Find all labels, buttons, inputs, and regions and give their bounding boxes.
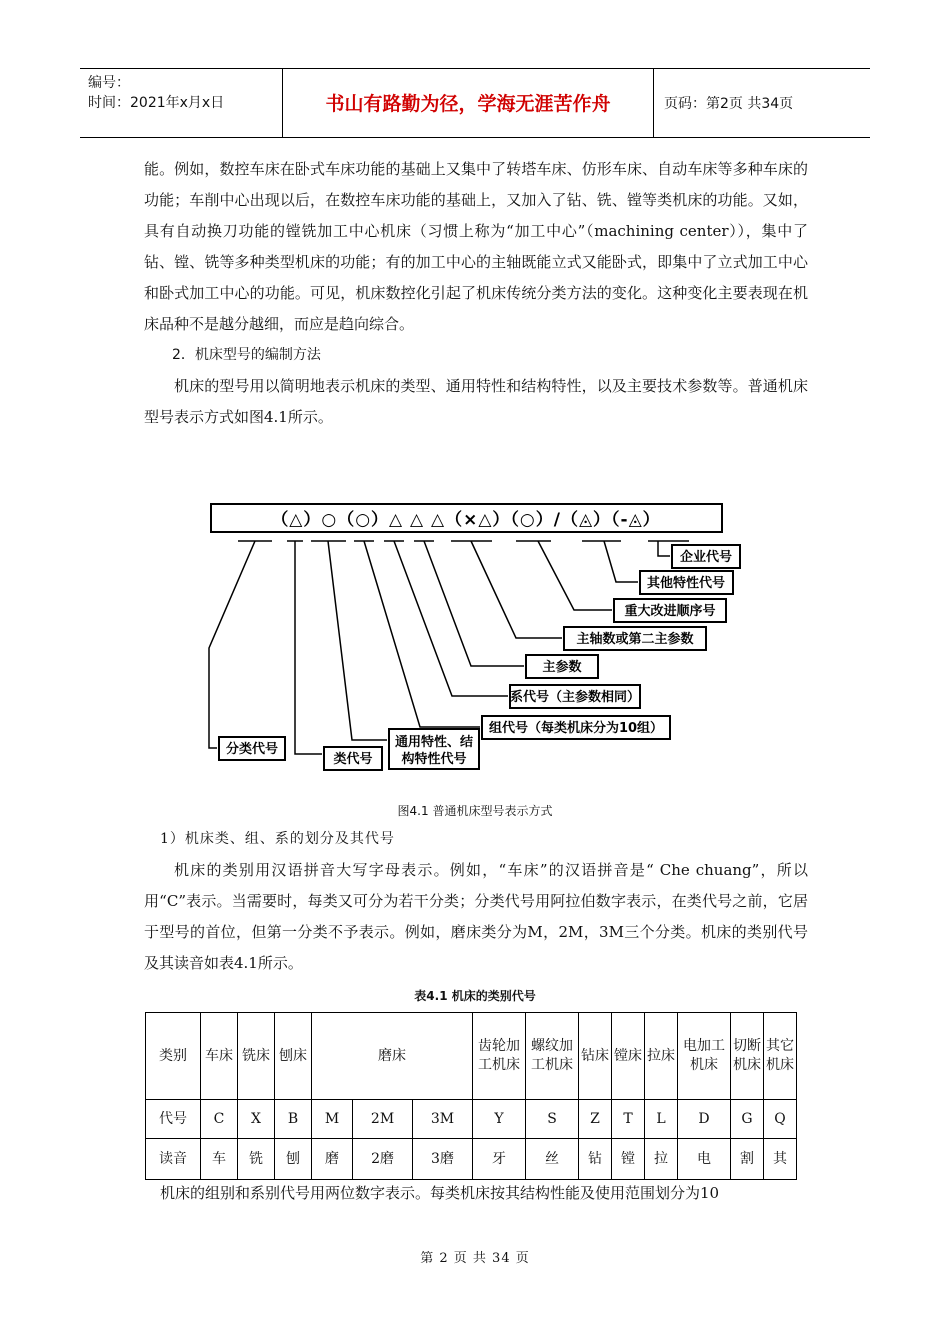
label-other-feature-code: 其他特性代号 xyxy=(646,576,726,591)
row-header: 读音 xyxy=(146,1139,201,1180)
table-cell: 钻床 xyxy=(579,1013,612,1100)
label-general-feature-1: 通用特性、结 xyxy=(394,735,474,750)
table-cell: C xyxy=(201,1100,238,1139)
label-enterprise-code: 企业代号 xyxy=(679,550,733,565)
label-subclass-code: 分类代号 xyxy=(225,742,279,757)
table-row xyxy=(146,1013,797,1100)
label-class-code: 类代号 xyxy=(333,752,373,767)
table-cell: 割 xyxy=(731,1139,764,1180)
row-header: 代号 xyxy=(146,1100,201,1139)
label-main-param: 主参数 xyxy=(542,660,582,675)
table-cell: Y xyxy=(473,1100,526,1139)
table-cell: 镗 xyxy=(612,1139,645,1180)
table-cell: 电加工机床 xyxy=(678,1013,731,1100)
table-caption: 表4.1 机床的类别代号 xyxy=(414,989,536,1003)
table-cell: 镗床 xyxy=(612,1013,645,1100)
table-cell: S xyxy=(526,1100,579,1139)
table-cell: 电 xyxy=(678,1139,731,1180)
label-major-improvement: 重大改进顺序号 xyxy=(624,604,716,619)
table-cell: 3M xyxy=(413,1100,473,1139)
page-footer: 第 2 页 共 34 页 xyxy=(420,1251,530,1266)
table-cell: T xyxy=(612,1100,645,1139)
table-cell: G xyxy=(731,1100,764,1139)
paragraph: 机床的组别和系别代号用两位数字表示。每类机床按其结构性能及使用范围划分为10 xyxy=(160,1184,720,1202)
table-cell: 刨 xyxy=(275,1139,312,1180)
table-row xyxy=(146,1100,797,1139)
section-heading: 2．机床型号的编制方法 xyxy=(172,347,321,363)
label-group-code: 组代号（每类机床分为10组） xyxy=(488,721,664,736)
table-cell: 切断机床 xyxy=(731,1013,764,1100)
table-cell: 丝 xyxy=(526,1139,579,1180)
table-cell: 铣 xyxy=(238,1139,275,1180)
table-cell: 2磨 xyxy=(353,1139,413,1180)
header-page-label: 页码：第2页 共34页 xyxy=(664,96,794,112)
body-text-2 xyxy=(144,855,808,979)
table-cell: 2M xyxy=(353,1100,413,1139)
table-cell: Z xyxy=(579,1100,612,1139)
table-cell: 铣床 xyxy=(238,1013,275,1100)
table-cell: 拉床 xyxy=(645,1013,678,1100)
row-header: 类别 xyxy=(146,1013,201,1100)
doc-number-label: 编号： xyxy=(88,75,130,91)
table-cell: 其它机床 xyxy=(764,1013,797,1100)
label-general-feature-2: 构特性代号 xyxy=(401,752,467,767)
label-series-code: 系代号（主参数相同） xyxy=(509,690,641,705)
table-row xyxy=(146,1139,797,1180)
table-cell: M xyxy=(312,1100,353,1139)
table-cell: 磨床 xyxy=(312,1013,473,1100)
paragraph: 机床的类别用汉语拼音大写字母表示。例如，“车床”的汉语拼音是“ Che chuang”，所以用“C”表示。当需要时，每类又可分为若干分类；分类代号用阿拉伯数字表示，在类代号之前，它居于型号的首位，但第一分类不予表示。例如，磨床类分为M，2M，3M三个分类。机床的类别代号及其读音如表4.1所示。 xyxy=(144,861,808,972)
header-motto: 书山有路勤为径，学海无涯苦作舟 xyxy=(325,93,611,115)
paragraph: 机床的型号用以简明地表示机床的类型、通用特性和结构特性，以及主要技术参数等。普通机床型号表示方式如图4.1所示。 xyxy=(144,377,808,426)
label-spindle-count: 主轴数或第二主参数 xyxy=(576,632,694,647)
table-cell: 螺纹加工机床 xyxy=(526,1013,579,1100)
model-formula: （△）○（○）△ △ △（×△）（○）/（◬）（-◬） xyxy=(271,510,661,530)
table-cell: Q xyxy=(764,1100,797,1139)
table-cell: 牙 xyxy=(473,1139,526,1180)
table-cell: B xyxy=(275,1100,312,1139)
table-cell: 车 xyxy=(201,1139,238,1180)
table-cell: L xyxy=(645,1100,678,1139)
table-cell: 拉 xyxy=(645,1139,678,1180)
table-cell: D xyxy=(678,1100,731,1139)
subsection-heading: 1）机床类、组、系的划分及其代号 xyxy=(160,831,395,847)
table-cell: 钻 xyxy=(579,1139,612,1180)
table-cell: 车床 xyxy=(201,1013,238,1100)
table-cell: 3磨 xyxy=(413,1139,473,1180)
table-cell: X xyxy=(238,1100,275,1139)
table-cell: 刨床 xyxy=(275,1013,312,1100)
table-cell: 其 xyxy=(764,1139,797,1180)
figure-caption: 图4.1 普通机床型号表示方式 xyxy=(397,804,553,818)
paragraph: 能。例如，数控车床在卧式车床功能的基础上又集中了转塔车床、仿形车床、自动车床等多种车床的功能；车削中心出现以后，在数控车床功能的基础上，又加入了钻、铣、镗等类机床的功能。又如，具有自动换刀功能的镗铣加工中心机床（习惯上称为“加工中心”（machining center）），集中了钻、镗、铣等多种类型机床的功能；有的加工中心的主轴既能立式又能卧式，即集中了立式加工中心和卧式加工中心的功能。可见，机床数控化引起了机床传统分类方法的变化。这种变化主要表现在机床品种不是越分越细，而应是趋向综合。 xyxy=(144,160,808,333)
table-cell: 磨 xyxy=(312,1139,353,1180)
table-cell: 齿轮加工机床 xyxy=(473,1013,526,1100)
doc-time-label: 时间：2021年x月x日 xyxy=(88,95,225,111)
machine-class-table xyxy=(145,1012,797,1180)
